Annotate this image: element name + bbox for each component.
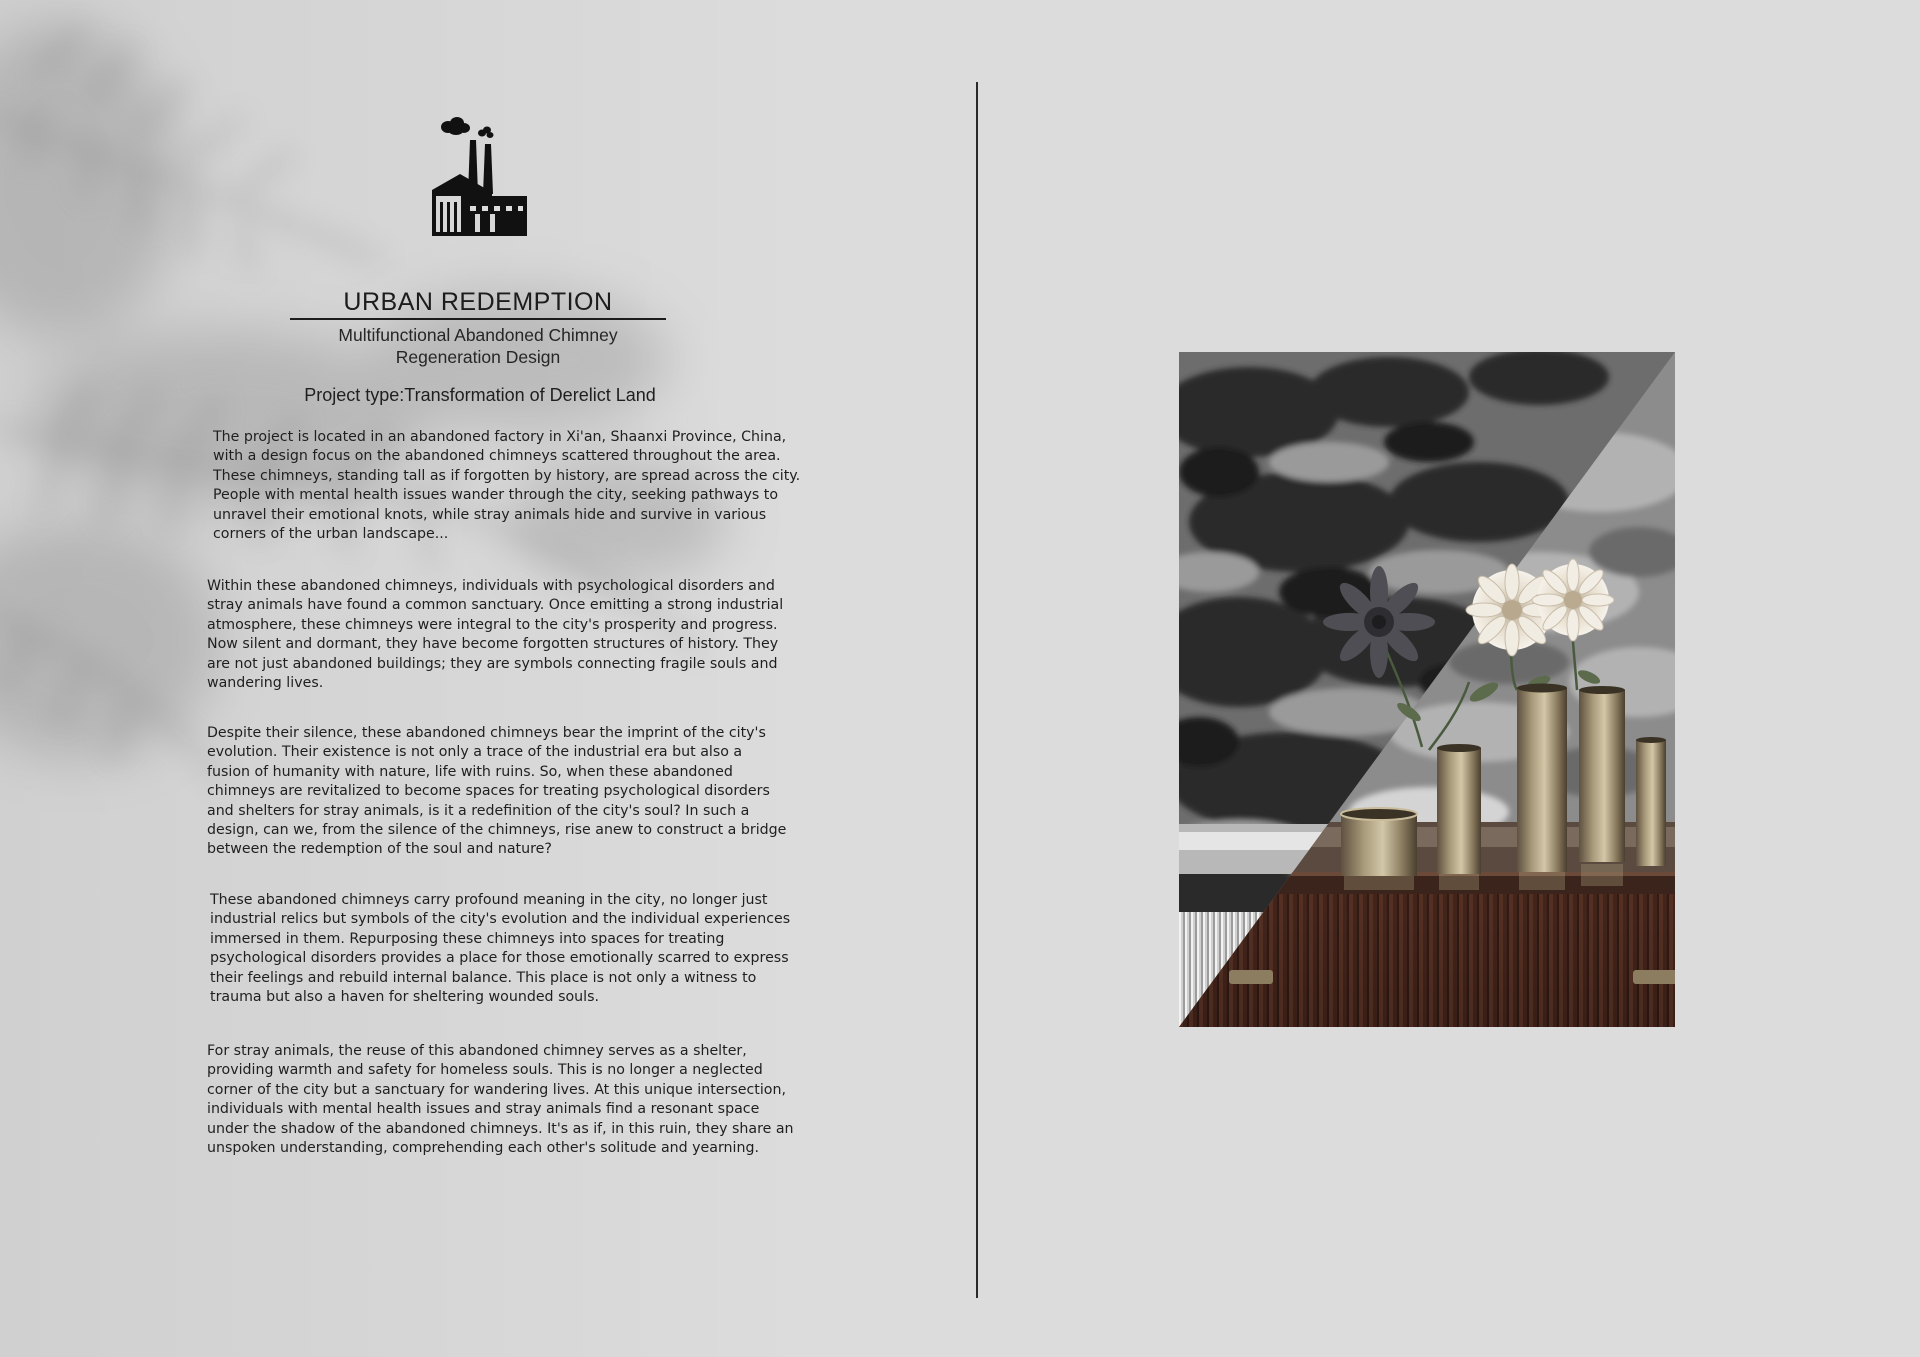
page-subtitle: Multifunctional Abandoned Chimney Regeneration Design [338,325,618,367]
project-type: Project type:Transformation of Derelict Land [304,385,656,405]
title-underline [290,318,666,320]
title-block [290,286,666,368]
page-title: URBAN REDEMPTION [343,288,613,316]
factory-icon [430,114,530,236]
photo-collage [1179,352,1675,1027]
page-divider [976,82,978,1298]
paragraph-5: For stray animals, the reuse of this abandoned chimney serves as a shelter, providing warmth and safety for homeless souls. This is no longer a neglected corner of the city but a sanctuary for wandering lives. At this unique intersection, individuals with mental health issues and stray animals find a resonant space under the shadow of the abandoned chimneys. It's as if, in this ruin, they share an unspoken understanding, comprehending each other's solitude and yearning. [207,1043,794,1157]
paragraph-3: Despite their silence, these abandoned chimneys bear the imprint of the city's evolution. Their existence is not only a trace of the industrial era but also a fusion of humanity with nature, life with ruins. So, when these abandoned chimneys are revitalized to become spaces for treating psychological disorders and shelters for stray animals, is it a redefinition of the city's soul? In such a design, can we, from the silence of the chimneys, rise anew to construct a bridge between the redemption of the soul and nature? [207,725,787,858]
paragraph-4: These abandoned chimneys carry profound meaning in the city, no longer just industrial relics but symbols of the city's evolution and the individual experiences immersed in them. Repurposing these chimneys into spaces for treating psychological disorders provides a place for those emotionally scarred to express their feelings and rebuild internal balance. This place is not only a witness to trauma but also a haven for sheltering wounded souls. [210,892,791,1006]
paragraph-1: The project is located in an abandoned factory in Xi'an, Shaanxi Province, China, with a design focus on the abandoned chimneys scattered throughout the area. These chimneys, standing tall as if forgotten by history, are spread across the city. People with mental health issues wander through the city, seeking pathways to unravel their emotional knots, while stray animals hide and survive in various corners of the urban landscape... [213,429,801,543]
paragraph-2: Within these abandoned chimneys, individuals with psychological disorders and stray animals have found a common sanctuary. Once emitting a strong industrial atmosphere, these chimneys were integral to the city's prosperity and progress. Now silent and dormant, they have become forgotten structures of history. They are not just abandoned buildings; they are symbols connecting fragile souls and wandering lives. [207,578,784,692]
